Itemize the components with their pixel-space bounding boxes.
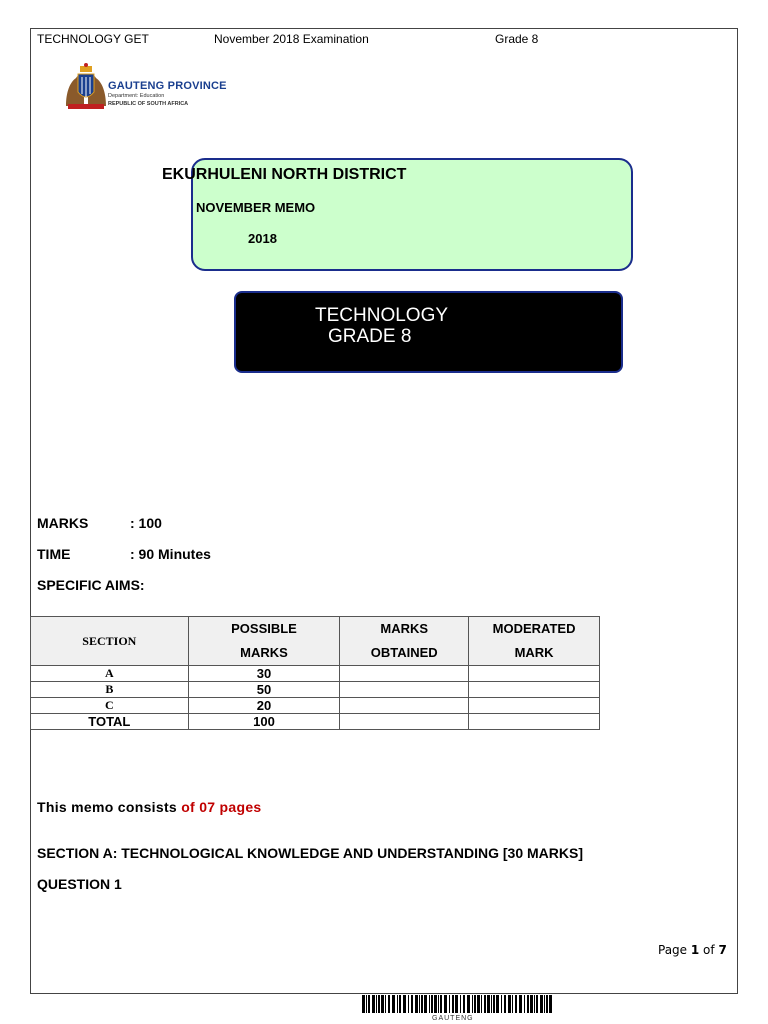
subject-box (234, 291, 623, 373)
row-section: B (31, 682, 189, 698)
row-obtained[interactable] (340, 682, 469, 698)
memo-title: NOVEMBER MEMO (196, 200, 316, 215)
logo-republic: REPUBLIC OF SOUTH AFRICA (108, 101, 189, 107)
page-total: 7 (718, 943, 727, 957)
row-obtained[interactable] (340, 698, 469, 714)
marks-label: MARKS (37, 515, 89, 531)
row-obtained[interactable] (340, 666, 469, 682)
marks-value: : 100 (130, 515, 162, 531)
header-possible-line2: MARKS (240, 645, 288, 660)
header-possible-line1: POSSIBLE (231, 621, 297, 636)
memo-page-count (37, 799, 262, 815)
logo-department: Department: Education (108, 93, 165, 99)
header-grade: Grade 8 (495, 32, 539, 46)
table-row (31, 666, 600, 682)
district-title: EKURHULENI NORTH DISTRICT (162, 166, 407, 183)
header-moderated (469, 617, 600, 666)
header-moderated-line1: MODERATED (492, 621, 576, 636)
row-moderated[interactable] (469, 666, 600, 682)
page-current: 1 (690, 943, 700, 957)
row-moderated[interactable] (469, 698, 600, 714)
row-section: C (31, 698, 189, 714)
row-section: A (31, 666, 189, 682)
header-obtained-line2: OBTAINED (370, 645, 438, 660)
row-section: TOTAL (31, 714, 189, 730)
row-obtained[interactable] (340, 714, 469, 730)
of-word: of (699, 943, 719, 957)
subject-title: TECHNOLOGY (315, 305, 449, 326)
consists-pages: of 07 pages (181, 799, 262, 815)
row-possible: 20 (188, 698, 340, 714)
barcode (362, 995, 552, 1017)
header-moderated-line2: MARK (514, 645, 554, 660)
memo-year: 2018 (248, 231, 277, 246)
row-moderated[interactable] (469, 714, 600, 730)
table-row (31, 698, 600, 714)
header-obtained (340, 617, 469, 666)
specific-aims-label: SPECIFIC AIMS: (37, 577, 145, 593)
marks-table (30, 616, 600, 730)
row-moderated[interactable] (469, 682, 600, 698)
barcode-label: GAUTENG (432, 1015, 474, 1022)
time-label: TIME (37, 546, 71, 562)
row-possible: 100 (188, 714, 340, 730)
logo-title: GAUTENG PROVINCE (108, 80, 227, 92)
row-possible: 50 (188, 682, 340, 698)
section-a-heading: SECTION A: TECHNOLOGICAL KNOWLEDGE AND UNDERSTANDING [30 MARKS] (37, 845, 583, 861)
header-section: SECTION (31, 617, 189, 666)
question-heading: QUESTION 1 (37, 876, 122, 892)
consists-prefix: This memo consists (37, 799, 182, 815)
table-row-total (31, 714, 600, 730)
header-possible (188, 617, 340, 666)
header-obtained-line1: MARKS (380, 621, 429, 636)
subject-grade: GRADE 8 (328, 326, 412, 347)
header-subject: TECHNOLOGY GET (37, 32, 149, 46)
table-row (31, 682, 600, 698)
page-word: Page (658, 943, 691, 957)
marks-table-header (31, 617, 600, 666)
page-number (658, 943, 727, 957)
row-possible: 30 (188, 666, 340, 682)
header-exam: November 2018 Examination (214, 32, 369, 46)
time-value: : 90 Minutes (130, 546, 211, 562)
